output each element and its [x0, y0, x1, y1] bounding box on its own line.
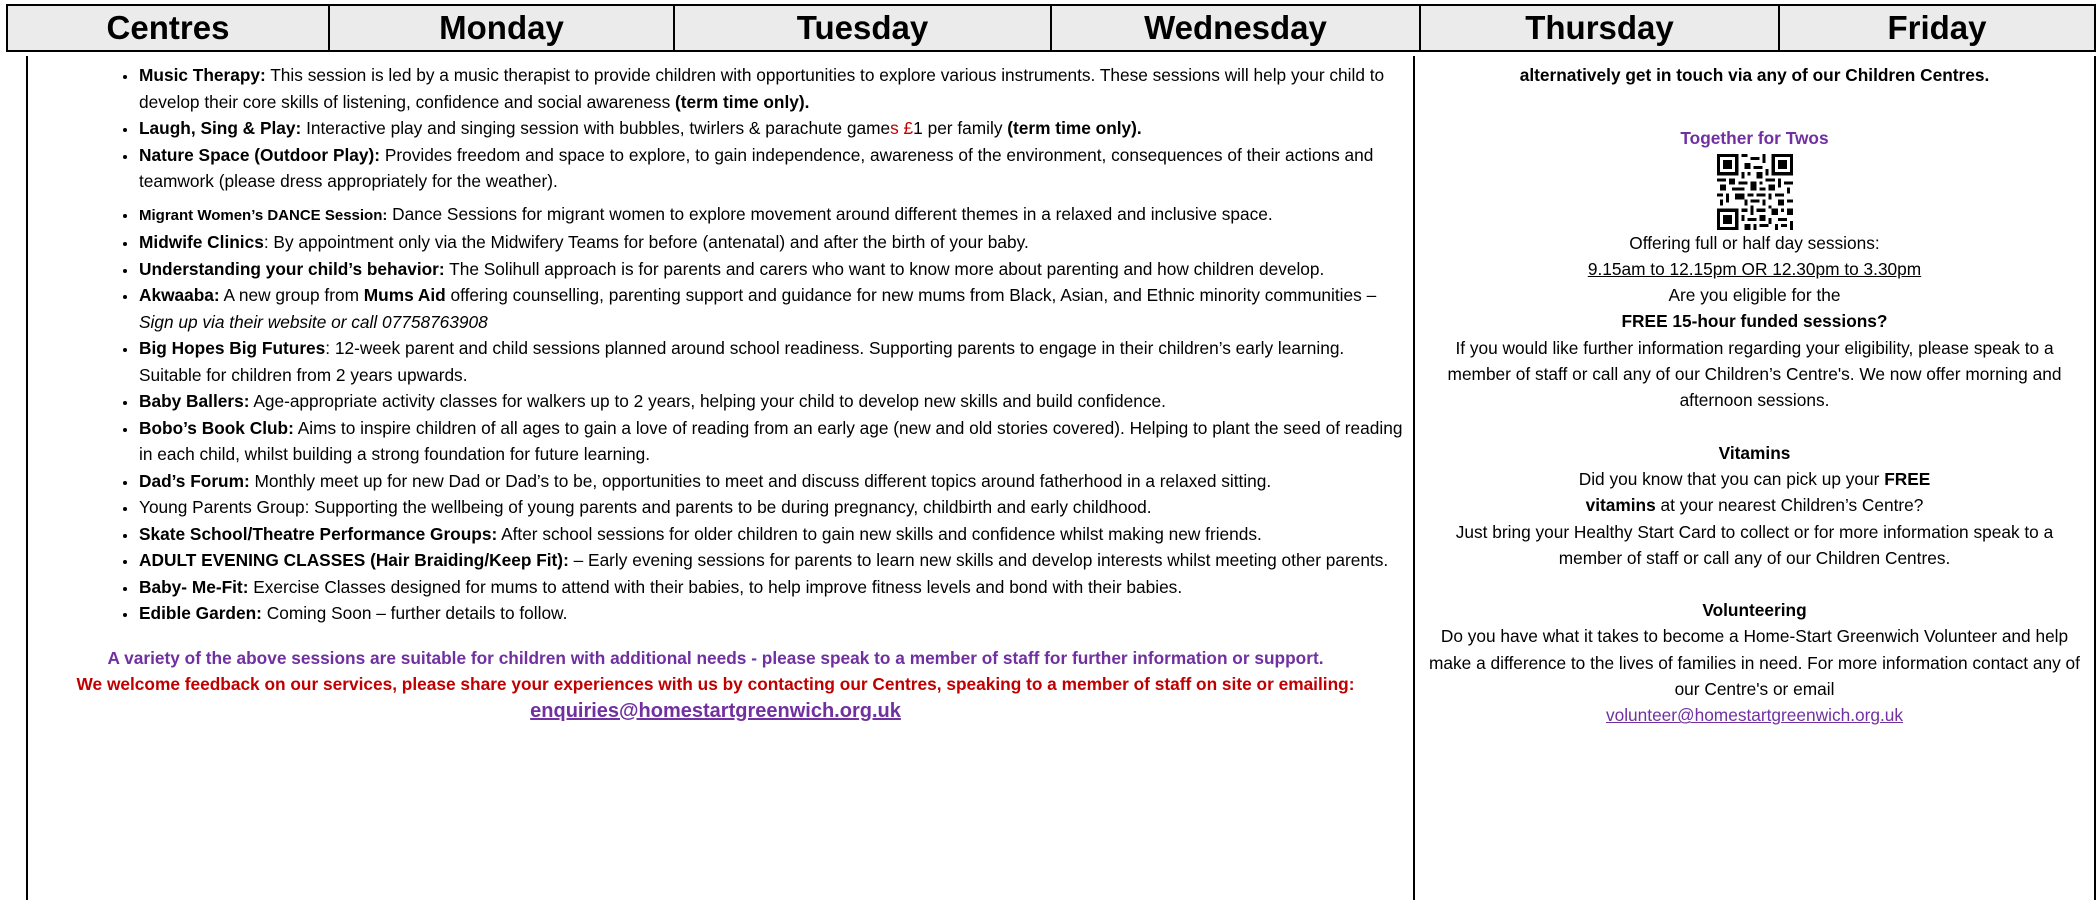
session-title: Baby- Me-Fit:	[139, 576, 249, 597]
header-tuesday: Tuesday	[675, 6, 1052, 50]
session-text: Dance Sessions for migrant women to explore movement around different themes in a relaxed and inclusive space.	[387, 203, 1273, 224]
session-text: : By appointment only via the Midwifery Teams for before (antenatal) and after the birth of your baby.	[263, 232, 1029, 252]
header-thursday: Thursday	[1421, 6, 1780, 50]
list-item	[138, 335, 1405, 388]
volunteer-section	[1415, 597, 2094, 728]
list-item	[138, 521, 1405, 548]
session-text: Aims to inspire children of all ages to gain a love of reading from an early age (new and old stories covered). Helping to plant the seed of reading in each child, whilst building a strong foundation for future learning.	[139, 417, 1403, 464]
session-text: – Early evening sessions for parents to learn new skills and develop interests whilst meeting other parents.	[568, 550, 1389, 570]
session-title: Edible Garden:	[139, 603, 262, 623]
list-item	[138, 142, 1405, 195]
session-text: The Solihull approach is for parents and carers who want to know more about parenting and how children develop.	[444, 258, 1325, 279]
list-item	[138, 388, 1405, 415]
header-centres: Centres	[8, 6, 330, 50]
volunteer-info: Do you have what it takes to become a Home-Start Greenwich Volunteer and help make a difference to the lives of families in need. For more information contact any of our Centre's or email	[1429, 626, 2080, 700]
session-title: Baby Ballers:	[139, 391, 250, 411]
list-item	[138, 201, 1405, 230]
volunteer-email-link[interactable]: volunteer@homestartgreenwich.org.uk	[1605, 705, 1904, 726]
sessions-panel	[26, 56, 1415, 900]
session-tail: (term time only).	[675, 91, 810, 112]
list-item	[138, 115, 1405, 142]
twos-section	[1415, 125, 2094, 413]
session-tail: (term time only).	[1007, 118, 1142, 138]
list-item	[138, 468, 1405, 495]
session-text-2: offering counselling, parenting support and guidance for new mums from Black, Asian, and Ethnic minority communities –	[445, 285, 1377, 305]
vitamins-text-a: Did you know that you can pick up your	[1578, 468, 1885, 489]
session-title: Akwaaba:	[139, 285, 220, 305]
list-item	[138, 282, 1405, 335]
session-text: Age-appropriate activity classes for walkers up to 2 years, helping your child to develop new skills and build confidence.	[249, 391, 1166, 411]
session-title: Migrant Women’s DANCE Session:	[139, 206, 388, 224]
volunteer-title: Volunteering	[1702, 600, 1807, 621]
session-text: Coming Soon – further details to follow.	[261, 603, 568, 623]
list-item	[138, 574, 1405, 601]
contact-line: alternatively get in touch via any of our Children Centres.	[1519, 65, 1990, 85]
vitamins-info: Just bring your Healthy Start Card to collect or for more information speak to a member of staff or call any of our Children Centres.	[1455, 521, 2054, 568]
feedback-note: We welcome feedback on our services, please share your experiences with us by contacting our Centres, speaking to a member of staff on site or emailing:	[76, 674, 1355, 694]
vitamins-section	[1415, 440, 2094, 571]
twos-title: Together for Twos	[1680, 128, 1829, 149]
enquiries-email-link[interactable]: enquiries@homestartgreenwich.org.uk	[530, 699, 901, 722]
list-item	[138, 415, 1405, 468]
session-text: Interactive play and singing session with bubbles, twirlers & parachute game	[301, 118, 891, 138]
vitamins-word: vitamins	[1585, 495, 1656, 516]
session-title: Understanding your child’s behavior:	[139, 258, 445, 279]
list-item	[138, 229, 1405, 256]
list-item	[138, 256, 1405, 283]
twos-times: 9.15am to 12.15pm OR 12.30pm to 3.30pm	[1587, 258, 1922, 279]
session-text: Exercise Classes designed for mums to attend with their babies, to help improve fitness levels and bond with their babies.	[248, 576, 1183, 597]
session-title: Midwife Clinics	[139, 232, 264, 252]
vitamins-line-2	[1415, 492, 2094, 518]
vitamins-line-1	[1415, 466, 2094, 492]
twos-free-hours: FREE 15-hour funded sessions?	[1621, 311, 1888, 332]
session-text: After school sessions for older children to gain new skills and confidence whilst making new friends.	[497, 523, 1262, 544]
qr-code-icon	[1717, 154, 1793, 230]
session-title: Big Hopes Big Futures	[139, 338, 326, 358]
session-text: Young Parents Group: Supporting the wellbeing of young parents and parents to be during pregnancy, childbirth and early childhood.	[139, 497, 1152, 517]
session-text: : 12-week parent and child sessions planned around school readiness. Supporting parents to engage in their children’s early learning. Suitable for children from 2 years upwards.	[139, 338, 1345, 385]
vitamins-title: Vitamins	[1718, 442, 1791, 463]
session-title: ADULT EVENING CLASSES (Hair Braiding/Keep Fit):	[139, 550, 569, 570]
session-italic-text: Sign up via their website or call 07758763908	[139, 311, 488, 332]
twos-offer: Offering full or half day sessions:	[1629, 232, 1880, 253]
session-title: Nature Space (Outdoor Play):	[139, 144, 381, 165]
session-red-text: s £	[890, 118, 914, 138]
session-title: Laugh, Sing & Play:	[139, 118, 302, 138]
session-text: Monthly meet up for new Dad or Dad’s to be, opportunities to meet and discuss different topics around fatherhood in a relaxed sitting.	[249, 470, 1272, 491]
session-text: A new group from	[219, 285, 364, 305]
session-title: Dad’s Forum:	[139, 470, 250, 491]
list-item	[138, 494, 1405, 521]
session-text-2: 1 per family	[913, 118, 1008, 138]
header-friday: Friday	[1887, 9, 1987, 46]
session-bold-text: Mums Aid	[363, 285, 446, 305]
sessions-list	[28, 56, 1413, 627]
twos-info: If you would like further information regarding your eligibility, please speak to a member of staff or call any of our Children’s Centre's. We now offer morning and afternoon sessions.	[1447, 337, 2062, 411]
info-panel	[1415, 56, 2096, 900]
session-title: Music Therapy:	[139, 65, 266, 85]
session-text: Provides freedom and space to explore, to gain independence, awareness of the environment, consequences of their actions and teamwork (please dress appropriately for the weather).	[139, 144, 1374, 191]
additional-needs-note: A variety of the above sessions are suitable for children with additional needs - please speak to a member of staff for further information or support.	[107, 647, 1324, 668]
list-item	[138, 547, 1405, 574]
session-title: Skate School/Theatre Performance Groups:	[139, 523, 498, 544]
header-wednesday: Wednesday	[1052, 6, 1421, 50]
twos-eligible: Are you eligible for the	[1668, 285, 1841, 306]
vitamins-text-b: at your nearest Children’s Centre?	[1655, 495, 1924, 516]
session-text: This session is led by a music therapist to provide children with opportunities to explore various instruments. These sessions will help your child to develop their core skills of listening, confidence and social awareness	[139, 65, 1385, 112]
list-item	[138, 600, 1405, 627]
timetable-header	[6, 4, 2096, 52]
session-title: Bobo’s Book Club:	[139, 417, 294, 438]
vitamins-free: FREE	[1884, 468, 1931, 489]
list-item	[138, 62, 1405, 115]
sessions-footer	[28, 645, 1413, 725]
header-monday: Monday	[330, 6, 675, 50]
